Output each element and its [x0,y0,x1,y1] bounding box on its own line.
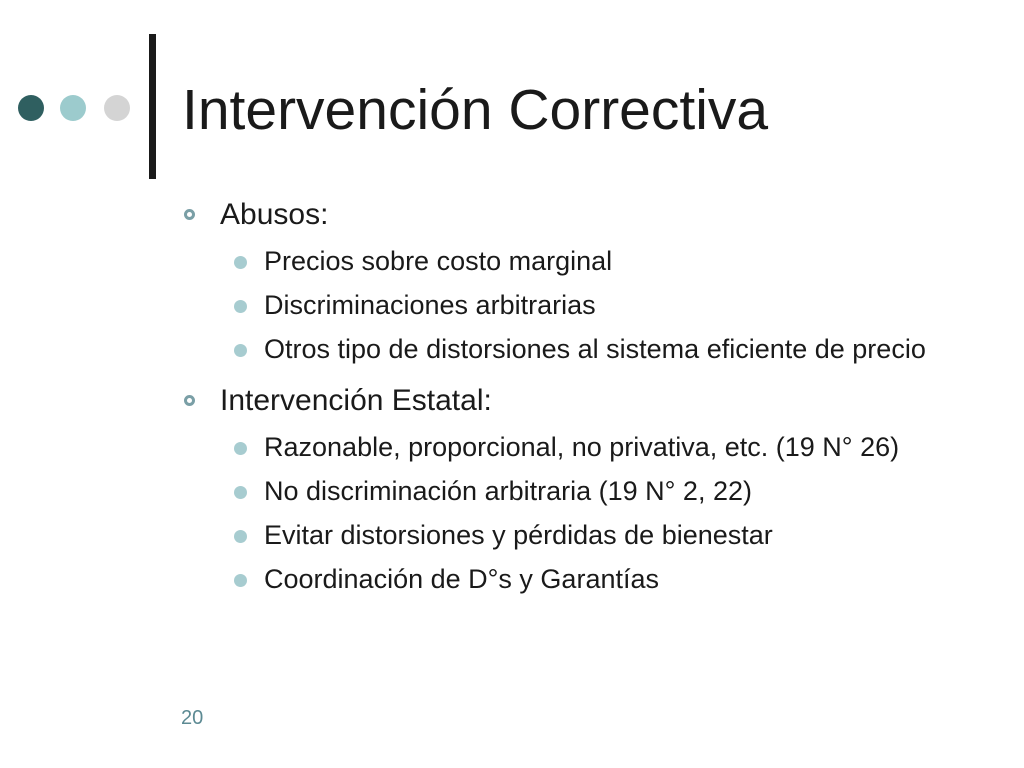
level2-item [184,473,974,509]
page-number: 20 [181,707,204,729]
bullet-group-intervencion [184,381,974,597]
slide-title: Intervención Correctiva [182,78,769,142]
level2-item [184,331,974,367]
level2-item [184,561,974,597]
level2-item [184,287,974,323]
group-heading: Intervención Estatal: [220,384,492,417]
item-text: Evitar distorsiones y pérdidas de bienestar [264,520,773,550]
group-heading: Abusos: [220,198,329,231]
item-text: Discriminaciones arbitrarias [264,290,596,320]
slide-body [184,195,974,605]
level2-item [184,429,974,465]
level1-item [184,195,974,235]
dot-bullet-icon [234,442,247,455]
item-text: Precios sobre costo marginal [264,246,613,276]
dot-bullet-icon [234,486,247,499]
dot-bullet-icon [234,530,247,543]
dot-bullet-icon [234,574,247,587]
title-divider-bar [149,34,156,179]
level2-item [184,517,974,553]
item-text: Coordinación de D°s y Garantías [264,564,659,594]
dot-bullet-icon [234,344,247,357]
ring-bullet-icon [184,395,195,406]
dark-dot-icon [18,95,44,121]
decorative-dots [18,95,138,121]
dot-bullet-icon [234,300,247,313]
level1-item [184,381,974,421]
item-text: Otros tipo de distorsiones al sistema eficiente de precio [264,334,926,364]
dot-bullet-icon [234,256,247,269]
gray-dot-icon [104,95,130,121]
bullet-group-abusos [184,195,974,367]
item-text: No discriminación arbitraria (19 N° 2, 22) [264,476,752,506]
ring-bullet-icon [184,209,195,220]
item-text: Razonable, proporcional, no privativa, etc. (19 N° 26) [264,432,900,462]
level2-item [184,243,974,279]
teal-dot-icon [60,95,86,121]
